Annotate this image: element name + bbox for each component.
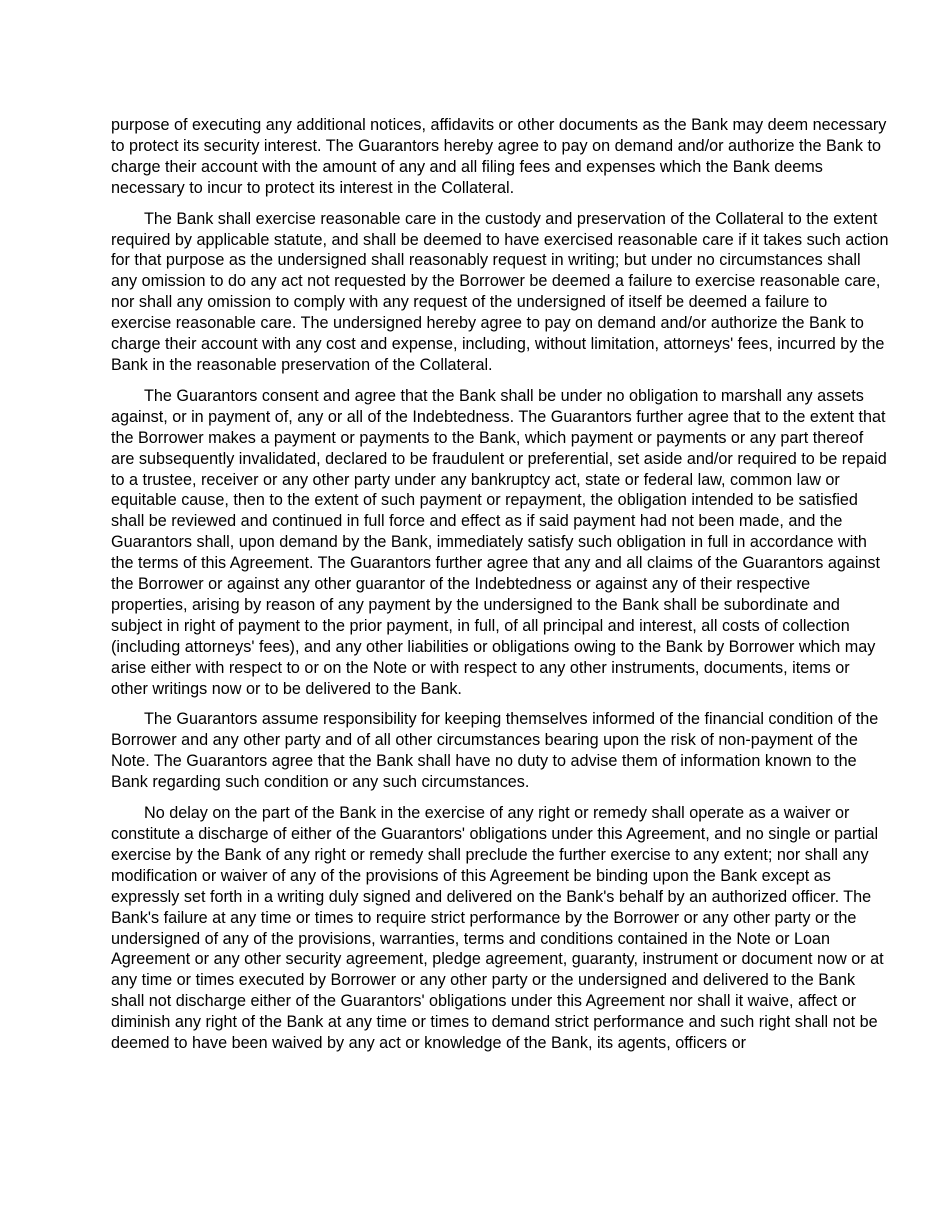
document-body — [111, 115, 891, 1064]
paragraph-reasonable-care: The Bank shall exercise reasonable care in the custody and preservation of the Collateral to the extent required by applicable statute, and shall be deemed to have exercised reasonable care if it takes such action for that purpose as the undersigned shall reasonably request in writing; but under no circumstances shall any omission to do any act not requested by the Borrower be deemed a failure to exercise reasonable care, nor shall any omission to comply with any request of the undersigned of itself be deemed a failure to exercise reasonable care. The undersigned hereby agree to pay on demand and/or authorize the Bank to charge their account with any cost and expense, including, without limitation, attorneys' fees, incurred by the Bank in the reasonable preservation of the Collateral. — [111, 209, 889, 374]
paragraph-no-waiver: No delay on the part of the Bank in the exercise of any right or remedy shall operate as a waiver or constitute a discharge of either of the Guarantors' obligations under this Agreement, and no single or partial exercise by the Bank of any right or remedy shall preclude the further exercise to any extent; nor shall any modification or waiver of any of the provisions of this Agreement be binding upon the Bank except as expressly set forth in a writing duly signed and delivered on the Bank's behalf by an authorized officer. The Bank's failure at any time or times to require strict performance by the Borrower or any other party or the undersigned of any of the provisions, warranties, terms and conditions contained in the Note or Loan Agreement or any other security agreement, pledge agreement, guaranty, instrument or document now or at any time or times executed by Borrower or any other party or the undersigned and delivered to the Bank shall not discharge either of the Guarantors' obligations under this Agreement nor shall it waive, affect or diminish any right of the Bank at any time or times to demand strict performance and such right shall not be deemed to have been waived by any act or knowledge of the Bank, its agents, officers or — [111, 804, 884, 1053]
paragraph-security-interest: purpose of executing any additional notices, affidavits or other documents as the Bank may deem necessary to protect its security interest. The Guarantors hereby agree to pay on demand and/or authorize the Bank to charge their account with the amount of any and all filing fees and expenses which the Bank deems necessary to incur to protect its interest in the Collateral. — [111, 116, 887, 197]
paragraph-financial-condition: The Guarantors assume responsibility for keeping themselves informed of the financial condition of the Borrower and any other party and of all other circumstances bearing upon the risk of non-payment of the Note. The Guarantors agree that the Bank shall have no duty to advise them of information known to the Bank regarding such condition or any such circumstances. — [111, 710, 879, 792]
paragraph-marshalling-and-subordination: The Guarantors consent and agree that the Bank shall be under no obligation to marshall any assets against, or in payment of, any or all of the Indebtedness. The Guarantors further agree that to the extent that the Borrower makes a payment or payments to the Bank, which payment or payments or any part thereof are subsequently invalidated, declared to be fraudulent or preferential, set aside and/or required to be repaid to a trustee, receiver or any other party under any bankruptcy act, state or federal law, common law or equitable cause, then to the extent of such payment or repayment, the obligation intended to be satisfied shall be reviewed and continued in full force and effect as if said payment had not been made, and the Guarantors shall, upon demand by the Bank, immediately satisfy such obligation in full in accordance with the terms of this Agreement. The Guarantors further agree that any and all claims of the Guarantors against the Borrower or against any other guarantor of the Indebtedness or against any of their respective properties, arising by reason of any payment by the undersigned to the Bank shall be subordinate and subject in right of payment to the prior payment, in full, of all principal and interest, all costs of collection (including attorneys' fees), and any other liabilities or obligations owing to the Bank by Borrower which may arise either with respect to or on the Note or with respect to any other instruments, documents, items or other writings now or to be delivered to the Bank. — [111, 386, 887, 698]
